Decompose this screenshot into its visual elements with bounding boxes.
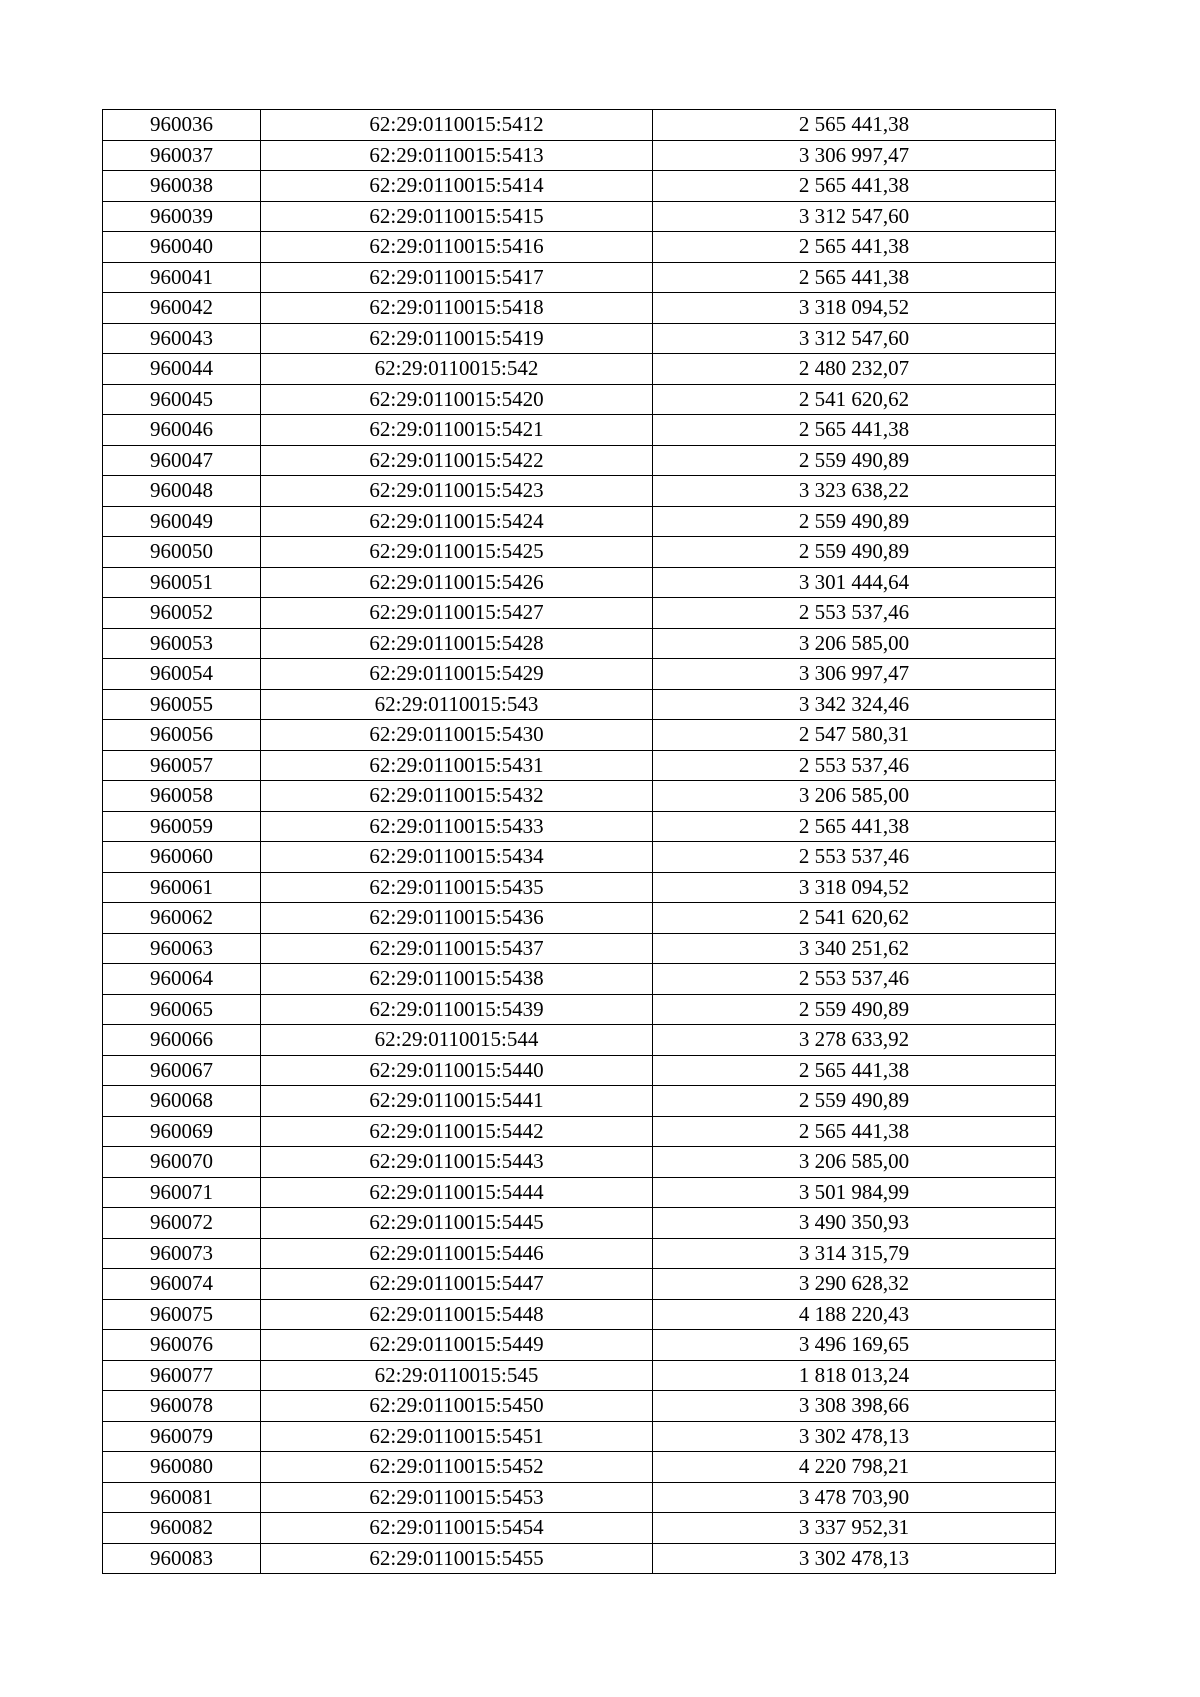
table-row [103, 354, 1056, 385]
cadastral-number-cell: 62:29:0110015:5418 [261, 293, 653, 324]
cadastral-value-cell: 3 306 997,47 [653, 140, 1056, 171]
cadastral-number-cell: 62:29:0110015:5414 [261, 171, 653, 202]
table-row [103, 1116, 1056, 1147]
cadastral-value-cell: 2 559 490,89 [653, 1086, 1056, 1117]
table-row [103, 384, 1056, 415]
table-row [103, 811, 1056, 842]
table-row [103, 1299, 1056, 1330]
row-number-cell: 960063 [103, 933, 261, 964]
cadastral-number-cell: 62:29:0110015:5425 [261, 537, 653, 568]
row-number-cell: 960078 [103, 1391, 261, 1422]
table-row [103, 323, 1056, 354]
table-row [103, 994, 1056, 1025]
cadastral-value-cell: 4 188 220,43 [653, 1299, 1056, 1330]
cadastral-number-cell: 62:29:0110015:544 [261, 1025, 653, 1056]
table-row [103, 1238, 1056, 1269]
cadastral-value-cell: 2 559 490,89 [653, 537, 1056, 568]
table-row [103, 476, 1056, 507]
table-row [103, 1147, 1056, 1178]
row-number-cell: 960052 [103, 598, 261, 629]
cadastral-number-cell: 62:29:0110015:5416 [261, 232, 653, 263]
table-row [103, 1177, 1056, 1208]
cadastral-number-cell: 62:29:0110015:5441 [261, 1086, 653, 1117]
cadastral-number-cell: 62:29:0110015:5442 [261, 1116, 653, 1147]
row-number-cell: 960043 [103, 323, 261, 354]
cadastral-number-cell: 62:29:0110015:542 [261, 354, 653, 385]
cadastral-number-cell: 62:29:0110015:5452 [261, 1452, 653, 1483]
cadastral-value-cell: 3 206 585,00 [653, 628, 1056, 659]
cadastral-number-cell: 62:29:0110015:5440 [261, 1055, 653, 1086]
row-number-cell: 960068 [103, 1086, 261, 1117]
table-row [103, 1360, 1056, 1391]
row-number-cell: 960058 [103, 781, 261, 812]
cadastral-number-cell: 62:29:0110015:5445 [261, 1208, 653, 1239]
cadastral-value-cell: 3 490 350,93 [653, 1208, 1056, 1239]
table-row [103, 1421, 1056, 1452]
row-number-cell: 960054 [103, 659, 261, 690]
row-number-cell: 960050 [103, 537, 261, 568]
cadastral-value-cell: 2 541 620,62 [653, 903, 1056, 934]
table-row [103, 293, 1056, 324]
cadastral-value-cell: 3 340 251,62 [653, 933, 1056, 964]
row-number-cell: 960070 [103, 1147, 261, 1178]
table-row [103, 171, 1056, 202]
row-number-cell: 960045 [103, 384, 261, 415]
cadastral-value-cell: 3 337 952,31 [653, 1513, 1056, 1544]
cadastral-value-cell: 3 290 628,32 [653, 1269, 1056, 1300]
cadastral-number-cell: 62:29:0110015:5443 [261, 1147, 653, 1178]
cadastral-value-table [102, 109, 1056, 1574]
row-number-cell: 960048 [103, 476, 261, 507]
table-row [103, 201, 1056, 232]
cadastral-number-cell: 62:29:0110015:5429 [261, 659, 653, 690]
table-row [103, 872, 1056, 903]
row-number-cell: 960080 [103, 1452, 261, 1483]
row-number-cell: 960061 [103, 872, 261, 903]
cadastral-number-cell: 62:29:0110015:5435 [261, 872, 653, 903]
table-row [103, 1391, 1056, 1422]
cadastral-number-cell: 62:29:0110015:5421 [261, 415, 653, 446]
row-number-cell: 960077 [103, 1360, 261, 1391]
table-row [103, 903, 1056, 934]
row-number-cell: 960069 [103, 1116, 261, 1147]
row-number-cell: 960042 [103, 293, 261, 324]
cadastral-value-cell: 3 323 638,22 [653, 476, 1056, 507]
table-row [103, 689, 1056, 720]
row-number-cell: 960044 [103, 354, 261, 385]
cadastral-number-cell: 62:29:0110015:5447 [261, 1269, 653, 1300]
row-number-cell: 960062 [103, 903, 261, 934]
table-row [103, 1452, 1056, 1483]
cadastral-number-cell: 62:29:0110015:5427 [261, 598, 653, 629]
cadastral-number-cell: 62:29:0110015:5431 [261, 750, 653, 781]
cadastral-number-cell: 62:29:0110015:5455 [261, 1543, 653, 1574]
row-number-cell: 960079 [103, 1421, 261, 1452]
cadastral-value-cell: 2 565 441,38 [653, 1116, 1056, 1147]
row-number-cell: 960057 [103, 750, 261, 781]
table-row [103, 1543, 1056, 1574]
table-row [103, 964, 1056, 995]
cadastral-number-cell: 62:29:0110015:5422 [261, 445, 653, 476]
table-row [103, 1025, 1056, 1056]
cadastral-value-cell: 3 312 547,60 [653, 323, 1056, 354]
table-row [103, 140, 1056, 171]
table-row [103, 933, 1056, 964]
cadastral-number-cell: 62:29:0110015:5415 [261, 201, 653, 232]
cadastral-number-cell: 62:29:0110015:5417 [261, 262, 653, 293]
row-number-cell: 960072 [103, 1208, 261, 1239]
cadastral-number-cell: 62:29:0110015:5446 [261, 1238, 653, 1269]
row-number-cell: 960066 [103, 1025, 261, 1056]
row-number-cell: 960038 [103, 171, 261, 202]
cadastral-value-cell: 3 318 094,52 [653, 872, 1056, 903]
row-number-cell: 960082 [103, 1513, 261, 1544]
cadastral-value-cell: 3 301 444,64 [653, 567, 1056, 598]
cadastral-number-cell: 62:29:0110015:5436 [261, 903, 653, 934]
cadastral-number-cell: 62:29:0110015:5454 [261, 1513, 653, 1544]
cadastral-value-cell: 3 302 478,13 [653, 1543, 1056, 1574]
cadastral-number-cell: 62:29:0110015:5444 [261, 1177, 653, 1208]
cadastral-value-cell: 2 565 441,38 [653, 110, 1056, 141]
table-row [103, 1269, 1056, 1300]
row-number-cell: 960081 [103, 1482, 261, 1513]
table-row [103, 598, 1056, 629]
cadastral-value-cell: 3 478 703,90 [653, 1482, 1056, 1513]
table-row [103, 537, 1056, 568]
cadastral-value-cell: 3 308 398,66 [653, 1391, 1056, 1422]
table-row [103, 232, 1056, 263]
cadastral-value-cell: 3 314 315,79 [653, 1238, 1056, 1269]
row-number-cell: 960037 [103, 140, 261, 171]
cadastral-number-cell: 62:29:0110015:5448 [261, 1299, 653, 1330]
table-row [103, 262, 1056, 293]
cadastral-number-cell: 62:29:0110015:5423 [261, 476, 653, 507]
row-number-cell: 960059 [103, 811, 261, 842]
cadastral-value-cell: 4 220 798,21 [653, 1452, 1056, 1483]
row-number-cell: 960064 [103, 964, 261, 995]
table-row [103, 1513, 1056, 1544]
cadastral-number-cell: 62:29:0110015:5432 [261, 781, 653, 812]
table-row [103, 506, 1056, 537]
table-row [103, 110, 1056, 141]
cadastral-value-cell: 3 206 585,00 [653, 781, 1056, 812]
row-number-cell: 960075 [103, 1299, 261, 1330]
cadastral-value-cell: 2 565 441,38 [653, 415, 1056, 446]
table-row [103, 1482, 1056, 1513]
cadastral-number-cell: 62:29:0110015:5419 [261, 323, 653, 354]
cadastral-number-cell: 62:29:0110015:5413 [261, 140, 653, 171]
row-number-cell: 960076 [103, 1330, 261, 1361]
cadastral-value-cell: 2 565 441,38 [653, 811, 1056, 842]
row-number-cell: 960047 [103, 445, 261, 476]
cadastral-value-cell: 2 553 537,46 [653, 598, 1056, 629]
cadastral-value-cell: 3 278 633,92 [653, 1025, 1056, 1056]
table-row [103, 750, 1056, 781]
cadastral-number-cell: 62:29:0110015:545 [261, 1360, 653, 1391]
cadastral-number-cell: 62:29:0110015:5424 [261, 506, 653, 537]
row-number-cell: 960041 [103, 262, 261, 293]
cadastral-value-cell: 3 342 324,46 [653, 689, 1056, 720]
row-number-cell: 960083 [103, 1543, 261, 1574]
cadastral-number-cell: 62:29:0110015:5412 [261, 110, 653, 141]
row-number-cell: 960065 [103, 994, 261, 1025]
row-number-cell: 960040 [103, 232, 261, 263]
cadastral-value-cell: 2 565 441,38 [653, 232, 1056, 263]
table-row [103, 567, 1056, 598]
row-number-cell: 960055 [103, 689, 261, 720]
row-number-cell: 960053 [103, 628, 261, 659]
row-number-cell: 960051 [103, 567, 261, 598]
row-number-cell: 960067 [103, 1055, 261, 1086]
cadastral-number-cell: 62:29:0110015:5437 [261, 933, 653, 964]
cadastral-value-cell: 2 480 232,07 [653, 354, 1056, 385]
cadastral-number-cell: 62:29:0110015:5433 [261, 811, 653, 842]
cadastral-number-cell: 62:29:0110015:5430 [261, 720, 653, 751]
cadastral-value-cell: 2 547 580,31 [653, 720, 1056, 751]
table-row [103, 628, 1056, 659]
table-row [103, 415, 1056, 446]
cadastral-value-cell: 2 559 490,89 [653, 994, 1056, 1025]
row-number-cell: 960074 [103, 1269, 261, 1300]
row-number-cell: 960071 [103, 1177, 261, 1208]
cadastral-value-cell: 2 559 490,89 [653, 445, 1056, 476]
row-number-cell: 960060 [103, 842, 261, 873]
row-number-cell: 960046 [103, 415, 261, 446]
cadastral-value-cell: 2 553 537,46 [653, 750, 1056, 781]
row-number-cell: 960049 [103, 506, 261, 537]
cadastral-value-cell: 2 565 441,38 [653, 262, 1056, 293]
cadastral-value-cell: 2 565 441,38 [653, 171, 1056, 202]
cadastral-value-cell: 2 559 490,89 [653, 506, 1056, 537]
table-body [103, 110, 1056, 1574]
cadastral-value-cell: 1 818 013,24 [653, 1360, 1056, 1391]
cadastral-number-cell: 62:29:0110015:5426 [261, 567, 653, 598]
table-row [103, 781, 1056, 812]
cadastral-value-cell: 2 553 537,46 [653, 842, 1056, 873]
table-row [103, 659, 1056, 690]
cadastral-number-cell: 62:29:0110015:5438 [261, 964, 653, 995]
cadastral-number-cell: 62:29:0110015:5439 [261, 994, 653, 1025]
cadastral-number-cell: 62:29:0110015:5420 [261, 384, 653, 415]
table-row [103, 1086, 1056, 1117]
cadastral-value-cell: 3 306 997,47 [653, 659, 1056, 690]
table-row [103, 720, 1056, 751]
cadastral-value-cell: 3 206 585,00 [653, 1147, 1056, 1178]
table-row [103, 1330, 1056, 1361]
cadastral-number-cell: 62:29:0110015:5434 [261, 842, 653, 873]
cadastral-value-cell: 2 541 620,62 [653, 384, 1056, 415]
cadastral-value-cell: 2 553 537,46 [653, 964, 1056, 995]
cadastral-number-cell: 62:29:0110015:5453 [261, 1482, 653, 1513]
cadastral-value-cell: 2 565 441,38 [653, 1055, 1056, 1086]
cadastral-value-cell: 3 501 984,99 [653, 1177, 1056, 1208]
table-row [103, 445, 1056, 476]
cadastral-number-cell: 62:29:0110015:5451 [261, 1421, 653, 1452]
cadastral-value-cell: 3 302 478,13 [653, 1421, 1056, 1452]
table-row [103, 1208, 1056, 1239]
row-number-cell: 960039 [103, 201, 261, 232]
cadastral-number-cell: 62:29:0110015:5450 [261, 1391, 653, 1422]
row-number-cell: 960036 [103, 110, 261, 141]
cadastral-value-cell: 3 496 169,65 [653, 1330, 1056, 1361]
cadastral-value-cell: 3 312 547,60 [653, 201, 1056, 232]
row-number-cell: 960056 [103, 720, 261, 751]
cadastral-number-cell: 62:29:0110015:543 [261, 689, 653, 720]
cadastral-value-cell: 3 318 094,52 [653, 293, 1056, 324]
cadastral-number-cell: 62:29:0110015:5428 [261, 628, 653, 659]
cadastral-number-cell: 62:29:0110015:5449 [261, 1330, 653, 1361]
row-number-cell: 960073 [103, 1238, 261, 1269]
table-row [103, 842, 1056, 873]
table-row [103, 1055, 1056, 1086]
